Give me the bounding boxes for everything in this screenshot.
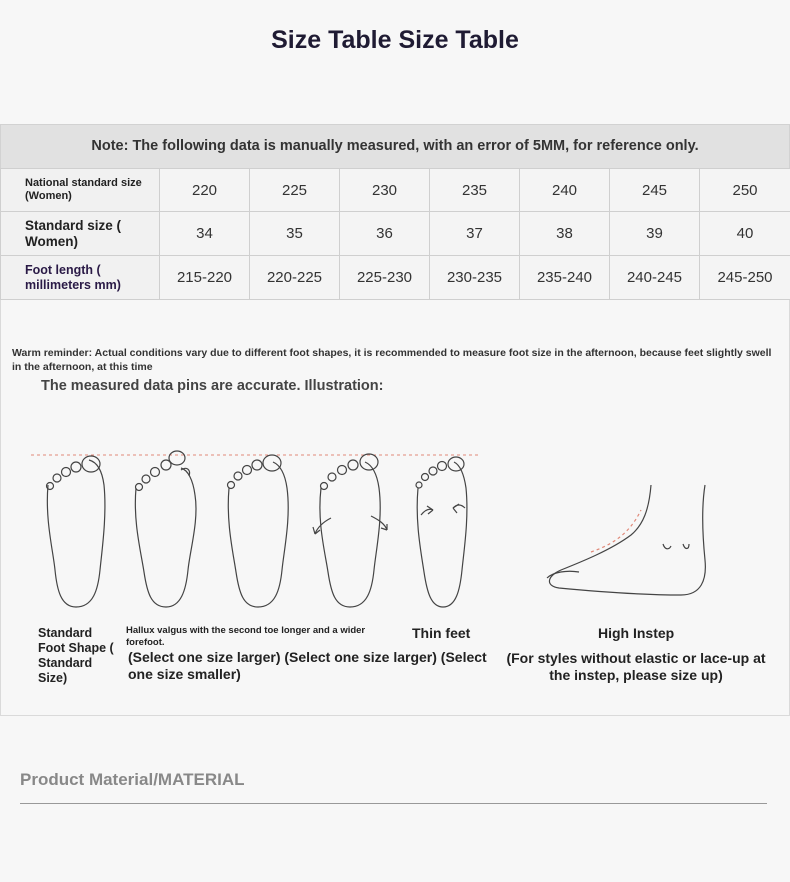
foot-illustration-section <box>0 300 790 716</box>
table-cell: 34 <box>160 212 250 256</box>
thin-foot-icon <box>416 457 467 607</box>
size-table <box>0 168 790 300</box>
thin-feet-label: Thin feet <box>412 625 471 641</box>
material-heading: Product Material/MATERIAL <box>20 770 245 789</box>
table-row <box>1 256 790 300</box>
hallux-valgus-label: Hallux valgus with the second toe longer and a wider forefoot. <box>126 625 366 648</box>
table-cell: 240 <box>520 169 610 212</box>
table-cell: 250 <box>700 169 790 212</box>
standard-foot-icon <box>47 456 105 607</box>
wide-arrow-foot-icon <box>313 454 387 607</box>
table-cell: 235-240 <box>520 256 610 300</box>
table-cell: 225 <box>250 169 340 212</box>
table-cell: 245-250 <box>700 256 790 300</box>
foot-shapes-illustration <box>1 440 789 620</box>
high-instep-note: (For styles without elastic or lace-up at the instep, please size up) <box>506 650 766 683</box>
table-cell: 230 <box>340 169 430 212</box>
table-cell: 40 <box>700 212 790 256</box>
divider <box>20 803 767 804</box>
row-label-national: National standard size (Women) <box>1 169 160 212</box>
table-cell: 235 <box>430 169 520 212</box>
high-instep-label: High Instep <box>598 625 675 641</box>
table-cell: 245 <box>610 169 700 212</box>
wide-foot-icon <box>228 455 289 607</box>
measured-heading: The measured data pins are accurate. Illustration: <box>41 378 384 394</box>
table-cell: 240-245 <box>610 256 700 300</box>
hallux-valgus-foot-icon <box>135 451 196 607</box>
table-cell: 36 <box>340 212 430 256</box>
table-cell: 230-235 <box>430 256 520 300</box>
measurement-note: Note: The following data is manually measured, with an error of 5MM, for reference only. <box>0 124 790 168</box>
size-table-section <box>0 124 790 300</box>
standard-foot-label: Standard Foot Shape ( Standard Size) <box>38 626 114 685</box>
warm-reminder: Warm reminder: Actual conditions vary due to different foot shapes, it is recommended to measure foot size in the afternoon, because feet slightly swell in the afternoon, at this time <box>12 347 772 373</box>
table-row <box>1 212 790 256</box>
size-selection-note: (Select one size larger) (Select one size larger) (Select one size smaller) <box>128 649 487 682</box>
table-cell: 220-225 <box>250 256 340 300</box>
table-row <box>1 169 790 212</box>
table-cell: 215-220 <box>160 256 250 300</box>
high-instep-foot-icon <box>547 485 705 595</box>
table-cell: 37 <box>430 212 520 256</box>
table-cell: 35 <box>250 212 340 256</box>
table-cell: 220 <box>160 169 250 212</box>
row-label-foot-length: Foot length ( millimeters mm) <box>1 256 160 300</box>
page-title: Size Table Size Table <box>271 26 519 54</box>
row-label-standard: Standard size ( Women) <box>1 212 160 256</box>
table-cell: 39 <box>610 212 700 256</box>
table-cell: 225-230 <box>340 256 430 300</box>
table-cell: 38 <box>520 212 610 256</box>
